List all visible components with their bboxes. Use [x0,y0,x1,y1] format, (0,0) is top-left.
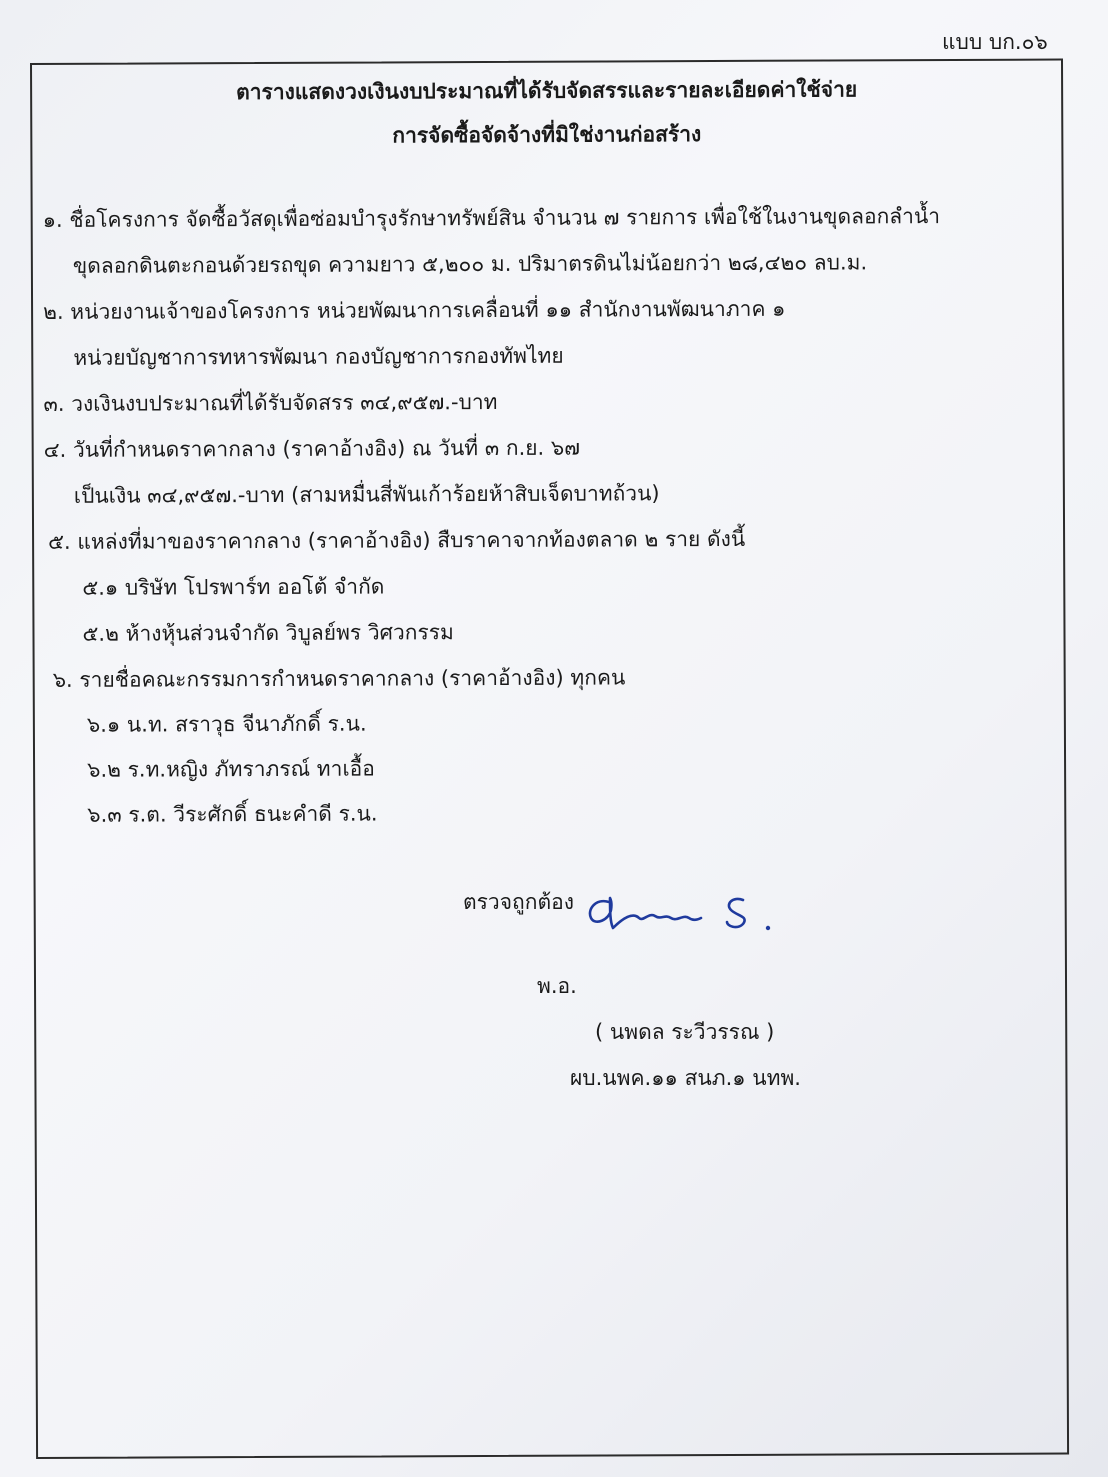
form-code: แบบ บก.๐๖ [942,30,1048,54]
item-2-line-2: หน่วยบัญชาการทหารพัฒนา กองบัญชาการกองทัพไทย [73,343,564,370]
signer-position: ผบ.นพค.๑๑ สนภ.๑ นทพ. [570,1066,801,1090]
title-line-2: การจัดซื้อจัดจ้างที่มิใช่งานก่อสร้าง [392,122,702,148]
handwritten-signature [577,890,777,940]
item-1-line-1: ๑. ชื่อโครงการ จัดซื้อวัสดุเพื่อซ่อมบำรุงรักษาทรัพย์สิน จำนวน ๗ รายการ เพื่อใช้ในงานขุดลอกลำน้ำ [42,204,941,232]
signer-name: ( นพดล ระวีวรรณ ) [595,1020,775,1044]
document-frame [30,58,1069,1458]
item-1-line-2: ขุดลอกดินตะกอนด้วยรถขุด ความยาว ๕,๒๐๐ ม. ปริมาตรดินไม่น้อยกว่า ๒๘,๔๒๐ ลบ.ม. [72,250,868,278]
signer-rank: พ.อ. [537,974,577,998]
item-5-1: ๕.๑ บริษัท โปรพาร์ท ออโต้ จำกัด [82,574,385,600]
item-3-line-1: ๓. วงเงินงบประมาณที่ได้รับจัดสรร ๓๔,๙๕๗.-บาท [43,389,498,416]
item-4-line-1: ๔. วันที่กำหนดราคากลาง (ราคาอ้างอิง) ณ วันที่ ๓ ก.ย. ๖๗ [43,435,581,462]
item-5-line-1: ๕. แหล่งที่มาของราคากลาง (ราคาอ้างอิง) สืบราคาจากท้องตลาด ๒ ราย ดังนี้ [48,526,746,554]
item-6-line-1: ๖. รายชื่อคณะกรรมการกำหนดราคากลาง (ราคาอ้างอิง) ทุกคน [52,665,626,692]
item-6-1: ๖.๑ น.ท. สราวุธ จีนาภักดิ์ ร.น. [86,711,367,737]
item-6-2: ๖.๒ ร.ท.หญิง ภัทราภรณ์ ทาเอื้อ [87,756,375,782]
title-line-1: ตารางแสดงวงเงินงบประมาณที่ได้รับจัดสรรและรายละเอียดค่าใช้จ่าย [236,77,858,105]
item-4-line-2: เป็นเงิน ๓๔,๙๕๗.-บาท (สามหมื่นสี่พันเก้าร้อยห้าสิบเจ็ดบาทถ้วน) [73,481,660,508]
verified-text: ตรวจถูกต้อง [463,890,574,914]
item-2-line-1: ๒. หน่วยงานเจ้าของโครงการ หน่วยพัฒนาการเคลื่อนที่ ๑๑ สำนักงานพัฒนาภาค ๑ [43,296,786,324]
item-5-2: ๕.๒ ห้างหุ้นส่วนจำกัด วิบูลย์พร วิศวกรรม [82,620,454,646]
item-6-3: ๖.๓ ร.ต. วีระศักดิ์ ธนะคำดี ร.น. [87,801,378,827]
